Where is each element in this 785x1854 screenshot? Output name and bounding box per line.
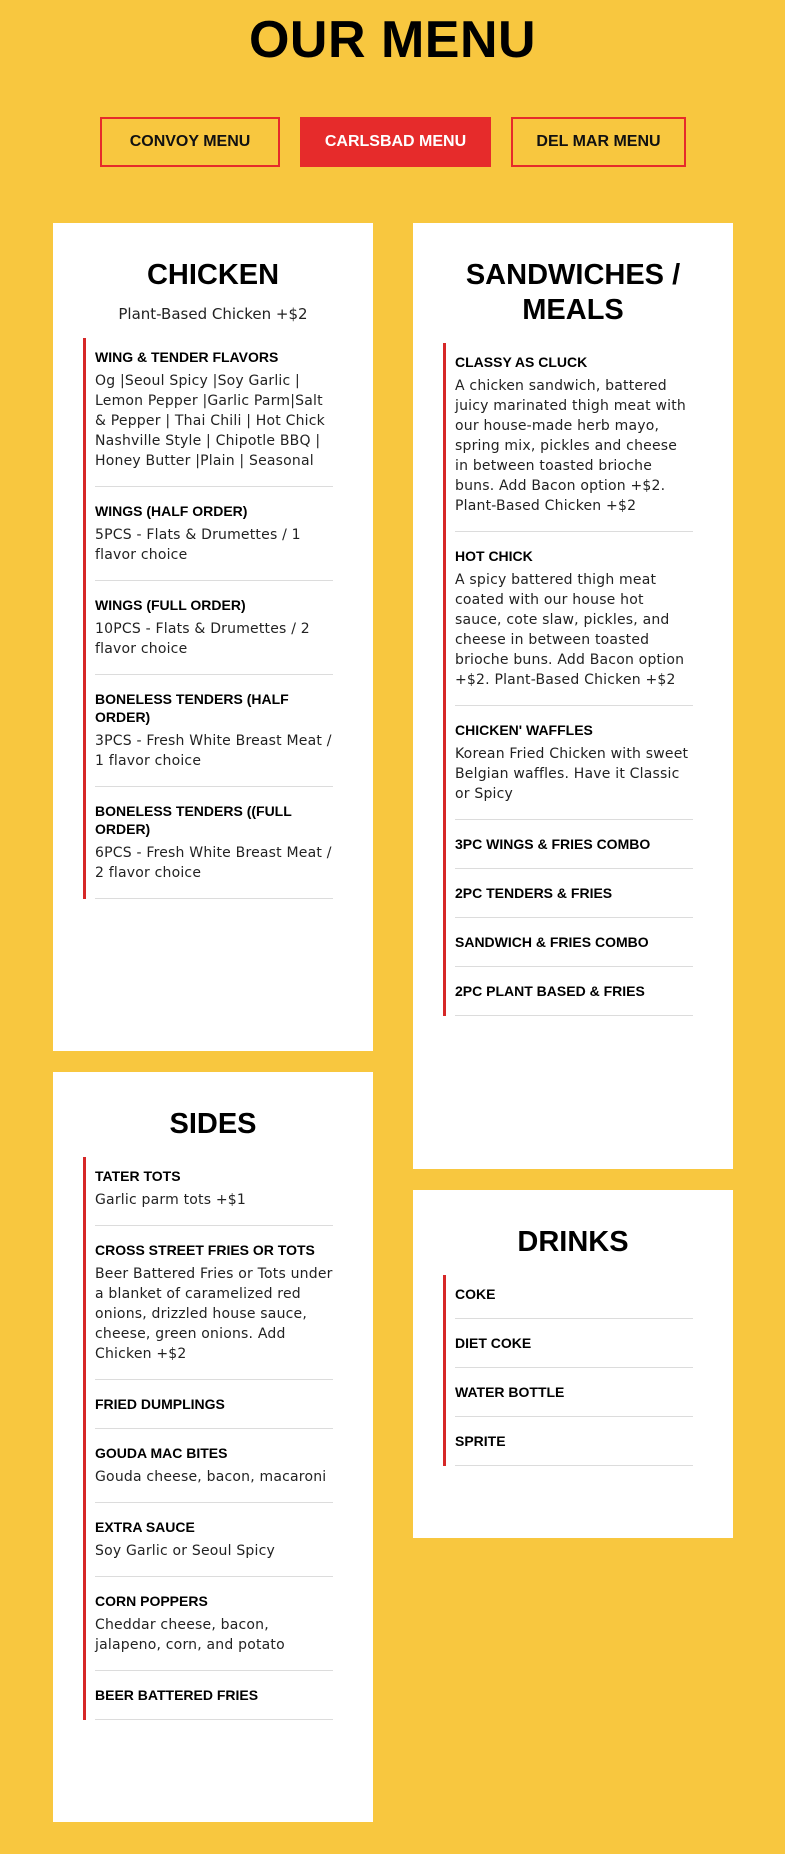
item-name: WING & TENDER FLAVORS: [95, 349, 279, 365]
list-item: [455, 706, 693, 820]
list-item: [95, 1577, 333, 1671]
list-item: [455, 1319, 693, 1368]
item-description: Og |Seoul Spicy |Soy Garlic | Lemon Pepper |Garlic Parm|Salt & Pepper | Thai Chili | Hot Chick Nashville Style | Chipotle BBQ | Honey Butter |Plain | Seasonal: [95, 373, 325, 469]
item-name: BONELESS TENDERS (HALF ORDER): [95, 691, 289, 725]
item-name: 2PC TENDERS & FRIES: [455, 885, 613, 901]
list-item: [95, 1503, 333, 1577]
item-description: 3PCS - Fresh White Breast Meat / 1 flavor choice: [95, 733, 332, 769]
item-description: 5PCS - Flats & Drumettes / 1 flavor choice: [95, 527, 301, 563]
list-item: [95, 338, 333, 487]
item-name: GOUDA MAC BITES: [95, 1445, 228, 1461]
item-description: 10PCS - Flats & Drumettes / 2 flavor choice: [95, 621, 310, 657]
item-name: SPRITE: [455, 1433, 506, 1449]
item-name: FRIED DUMPLINGS: [95, 1396, 225, 1412]
tab-carlsbad-menu[interactable]: CARLSBAD MENU: [300, 117, 491, 167]
item-name: EXTRA SAUCE: [95, 1519, 195, 1535]
sides-card: [53, 1072, 373, 1822]
item-description: Garlic parm tots +$1: [95, 1192, 247, 1208]
item-description: Beer Battered Fries or Tots under a blanket of caramelized red onions, drizzled house sauce, cheese, green onions. Add Chicken +$2: [95, 1266, 333, 1362]
drinks-list: [443, 1275, 693, 1466]
list-item: [455, 1368, 693, 1417]
list-item: [95, 1671, 333, 1720]
list-item: [95, 787, 333, 899]
list-item: [455, 1417, 693, 1466]
item-name: CLASSY AS CLUCK: [455, 354, 588, 370]
item-name: WINGS (HALF ORDER): [95, 503, 248, 519]
chicken-card: [53, 223, 373, 1051]
page-title: OUR MENU: [248, 11, 537, 69]
item-name: CORN POPPERS: [95, 1593, 208, 1609]
item-name: SANDWICH & FRIES COMBO: [455, 934, 649, 950]
list-item: [95, 1226, 333, 1380]
list-item: [455, 1275, 693, 1319]
tab-convoy-menu[interactable]: CONVOY MENU: [100, 117, 280, 167]
item-name: CHICKEN' WAFFLES: [455, 722, 593, 738]
drinks-card: [413, 1190, 733, 1538]
list-item: [455, 820, 693, 869]
item-name: CROSS STREET FRIES OR TOTS: [95, 1242, 315, 1258]
list-item: [95, 1157, 333, 1226]
item-name: DIET COKE: [455, 1335, 532, 1351]
tab-del-mar-menu[interactable]: DEL MAR MENU: [511, 117, 686, 167]
item-name: WATER BOTTLE: [455, 1384, 565, 1400]
list-item: [455, 532, 693, 706]
chicken-subtitle: Plant-Based Chicken +$2: [118, 305, 308, 323]
item-name: TATER TOTS: [95, 1168, 181, 1184]
item-name: 3PC WINGS & FRIES COMBO: [455, 836, 651, 852]
list-item: [455, 918, 693, 967]
chicken-list: [83, 338, 333, 899]
sandwiches-list: [443, 343, 693, 1016]
list-item: [455, 869, 693, 918]
item-description: Soy Garlic or Seoul Spicy: [95, 1543, 275, 1559]
chicken-heading: CHICKEN: [146, 259, 280, 291]
item-description: Korean Fried Chicken with sweet Belgian waffles. Have it Classic or Spicy: [455, 746, 689, 802]
sandwiches-heading: SANDWICHES / MEALS: [465, 259, 681, 326]
item-name: HOT CHICK: [455, 548, 533, 564]
list-item: [95, 581, 333, 675]
list-item: [95, 1380, 333, 1429]
list-item: [95, 1429, 333, 1503]
item-name: BONELESS TENDERS ((FULL ORDER): [95, 803, 292, 837]
item-name: WINGS (FULL ORDER): [95, 597, 246, 613]
list-item: [455, 967, 693, 1016]
item-description: A chicken sandwich, battered juicy marinated thigh meat with our house-made herb mayo, spring mix, pickles and cheese in between toasted brioche buns. Add Bacon option +$2. Plant-Based Chicken +$2: [455, 378, 686, 514]
item-name: 2PC PLANT BASED & FRIES: [455, 983, 645, 999]
item-name: BEER BATTERED FRIES: [95, 1687, 259, 1703]
item-description: Gouda cheese, bacon, macaroni: [95, 1469, 327, 1485]
item-name: COKE: [455, 1286, 496, 1302]
sides-heading: SIDES: [169, 1108, 257, 1140]
item-description: A spicy battered thigh meat coated with our house hot sauce, cote slaw, pickles, and cheese in between toasted brioche buns. Add Bacon option +$2. Plant-Based Chicken +$2: [455, 572, 685, 688]
list-item: [95, 675, 333, 787]
drinks-heading: DRINKS: [517, 1226, 629, 1258]
list-item: [455, 343, 693, 532]
sides-list: [83, 1157, 333, 1720]
item-description: Cheddar cheese, bacon, jalapeno, corn, and potato: [95, 1617, 285, 1653]
sandwiches-card: [413, 223, 733, 1169]
item-description: 6PCS - Fresh White Breast Meat / 2 flavor choice: [95, 845, 332, 881]
list-item: [95, 487, 333, 581]
